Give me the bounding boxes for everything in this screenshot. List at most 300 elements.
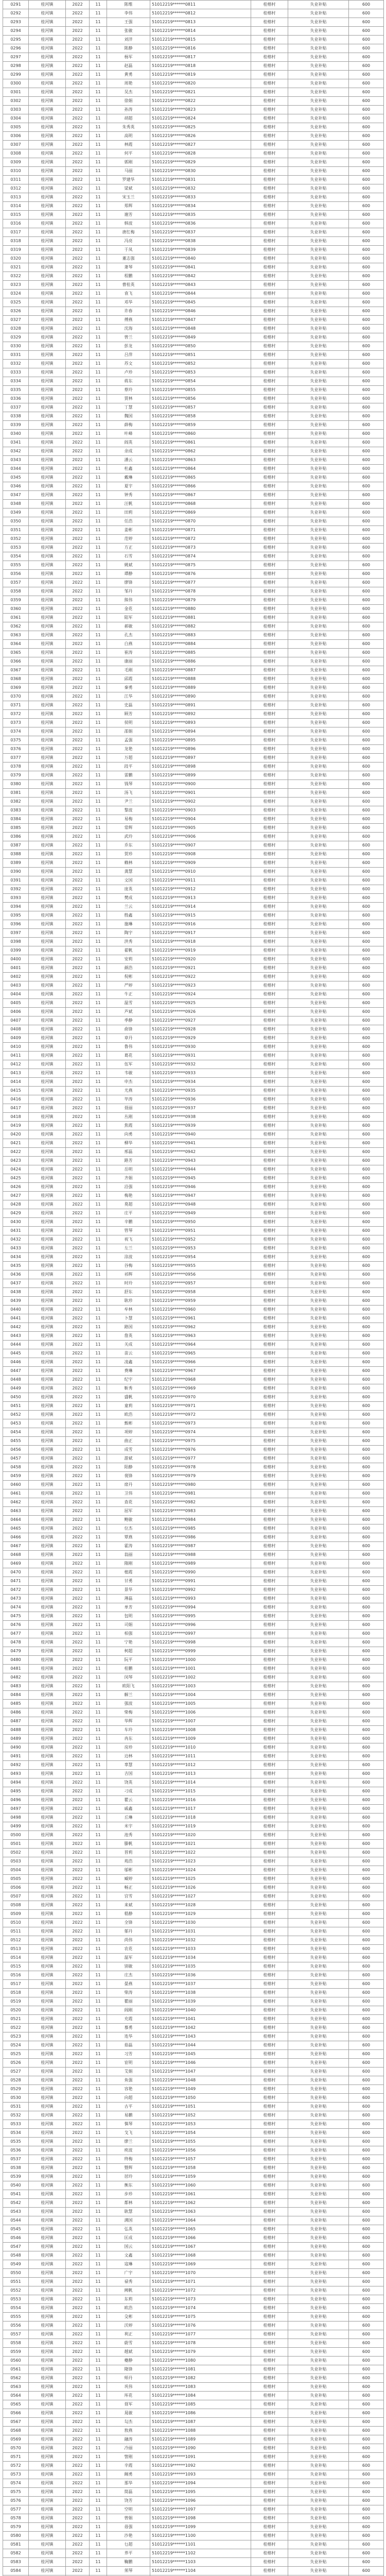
cell-year: 2022 bbox=[66, 2392, 90, 2400]
cell-amount: 600 bbox=[349, 114, 384, 123]
cell-year: 2022 bbox=[66, 123, 90, 132]
cell-year: 2022 bbox=[66, 167, 90, 176]
cell-seq: 0506 bbox=[3, 1884, 29, 1892]
cell-name: 赵磊 bbox=[107, 62, 150, 71]
cell-year: 2022 bbox=[66, 1008, 90, 1016]
cell-village: 桂榕村 bbox=[251, 2094, 288, 2103]
cell-town: 桂河镇 bbox=[29, 1542, 66, 1551]
cell-year: 2022 bbox=[66, 1122, 90, 1130]
cell-subsidy_item: 失业补贴 bbox=[288, 167, 349, 176]
cell-seq: 0301 bbox=[3, 88, 29, 97]
cell-name: 李伟 bbox=[107, 9, 150, 18]
cell-town: 桂河镇 bbox=[29, 1, 66, 9]
cell-name: 郁丹 bbox=[107, 1927, 150, 1936]
cell-name: 甄彬 bbox=[107, 1419, 150, 1428]
cell-id_number: 51012219******1063 bbox=[150, 2208, 251, 2216]
cell-amount: 600 bbox=[349, 1770, 384, 1778]
cell-amount: 600 bbox=[349, 570, 384, 579]
cell-name: 孔杰 bbox=[107, 631, 150, 640]
cell-subsidy_item: 失业补贴 bbox=[288, 290, 349, 298]
cell-year: 2022 bbox=[66, 1612, 90, 1621]
cell-seq: 0438 bbox=[3, 1288, 29, 1297]
cell-town: 桂河镇 bbox=[29, 1270, 66, 1279]
cell-seq: 0428 bbox=[3, 1200, 29, 1209]
cell-id_number: 51012219******0913 bbox=[150, 894, 251, 903]
cell-name: 杜鑫 bbox=[107, 465, 150, 473]
cell-village: 桂榕村 bbox=[251, 403, 288, 412]
cell-subsidy_item: 失业补贴 bbox=[288, 964, 349, 973]
cell-subsidy_item: 失业补贴 bbox=[288, 2339, 349, 2348]
cell-seq: 0527 bbox=[3, 2067, 29, 2076]
cell-town: 桂河镇 bbox=[29, 211, 66, 219]
cell-year: 2022 bbox=[66, 762, 90, 771]
cell-name: 纪宇 bbox=[107, 1376, 150, 1384]
cell-name: 来斌 bbox=[107, 1901, 150, 1910]
cell-name: 汤飞 bbox=[107, 789, 150, 798]
cell-amount: 600 bbox=[349, 2295, 384, 2304]
cell-id_number: 51012219******0874 bbox=[150, 552, 251, 561]
cell-year: 2022 bbox=[66, 237, 90, 246]
cell-seq: 0452 bbox=[3, 1411, 29, 1419]
cell-year: 2022 bbox=[66, 798, 90, 806]
cell-subsidy_item: 失业补贴 bbox=[288, 1700, 349, 1708]
cell-year: 2022 bbox=[66, 1577, 90, 1586]
cell-year: 2022 bbox=[66, 1866, 90, 1875]
cell-seq: 0442 bbox=[3, 1323, 29, 1332]
cell-month: 11 bbox=[90, 1472, 107, 1481]
cell-town: 桂河镇 bbox=[29, 2304, 66, 2313]
cell-month: 11 bbox=[90, 622, 107, 631]
cell-seq: 0331 bbox=[3, 351, 29, 360]
cell-town: 桂河镇 bbox=[29, 1524, 66, 1533]
cell-name: 单芳 bbox=[107, 1603, 150, 1612]
cell-town: 桂河镇 bbox=[29, 2400, 66, 2409]
cell-town: 桂河镇 bbox=[29, 1043, 66, 1052]
table-row bbox=[3, 1621, 384, 1630]
cell-name: 乔东 bbox=[107, 841, 150, 850]
cell-amount: 600 bbox=[349, 1621, 384, 1630]
cell-village: 桂榕村 bbox=[251, 1016, 288, 1025]
cell-month: 11 bbox=[90, 1621, 107, 1630]
cell-seq: 0390 bbox=[3, 868, 29, 876]
table-row bbox=[3, 1367, 384, 1376]
cell-seq: 0453 bbox=[3, 1419, 29, 1428]
cell-seq: 0371 bbox=[3, 701, 29, 710]
table-row bbox=[3, 158, 384, 167]
cell-town: 桂河镇 bbox=[29, 2444, 66, 2453]
cell-name: 辜慧 bbox=[107, 1761, 150, 1770]
cell-town: 桂河镇 bbox=[29, 1787, 66, 1796]
cell-year: 2022 bbox=[66, 517, 90, 526]
cell-amount: 600 bbox=[349, 62, 384, 71]
cell-amount: 600 bbox=[349, 1954, 384, 1962]
cell-id_number: 51012219******1010 bbox=[150, 1743, 251, 1752]
table-row bbox=[3, 1673, 384, 1682]
cell-town: 桂河镇 bbox=[29, 1691, 66, 1700]
cell-town: 桂河镇 bbox=[29, 1516, 66, 1524]
cell-year: 2022 bbox=[66, 509, 90, 517]
cell-village: 桂榕村 bbox=[251, 2146, 288, 2155]
cell-month: 11 bbox=[90, 1770, 107, 1778]
cell-name: 廖兰 bbox=[107, 2138, 150, 2146]
cell-year: 2022 bbox=[66, 1454, 90, 1463]
cell-subsidy_item: 失业补贴 bbox=[288, 1875, 349, 1884]
table-row bbox=[3, 701, 384, 710]
cell-subsidy_item: 失业补贴 bbox=[288, 1551, 349, 1560]
cell-village: 桂榕村 bbox=[251, 1376, 288, 1384]
cell-name: 隆锋 bbox=[107, 2365, 150, 2374]
cell-name: 易鹏 bbox=[107, 2111, 150, 2120]
cell-month: 11 bbox=[90, 2330, 107, 2339]
cell-id_number: 51012219******1082 bbox=[150, 2374, 251, 2383]
cell-year: 2022 bbox=[66, 561, 90, 570]
cell-amount: 600 bbox=[349, 2103, 384, 2111]
cell-id_number: 51012219******1094 bbox=[150, 2479, 251, 2488]
cell-name: 蔚雪 bbox=[107, 2339, 150, 2348]
cell-month: 11 bbox=[90, 2103, 107, 2111]
cell-month: 11 bbox=[90, 1227, 107, 1235]
cell-seq: 0347 bbox=[3, 491, 29, 500]
cell-amount: 600 bbox=[349, 1218, 384, 1227]
cell-month: 11 bbox=[90, 2339, 107, 2348]
table-row bbox=[3, 88, 384, 97]
cell-amount: 600 bbox=[349, 692, 384, 701]
cell-name: 晏燕 bbox=[107, 1980, 150, 1989]
cell-subsidy_item: 失业补贴 bbox=[288, 1209, 349, 1218]
cell-id_number: 51012219******0821 bbox=[150, 88, 251, 97]
cell-amount: 600 bbox=[349, 290, 384, 298]
cell-year: 2022 bbox=[66, 491, 90, 500]
cell-year: 2022 bbox=[66, 579, 90, 587]
cell-name: 连华 bbox=[107, 2032, 150, 2041]
cell-id_number: 51012219******1078 bbox=[150, 2339, 251, 2348]
cell-month: 11 bbox=[90, 1332, 107, 1341]
table-row bbox=[3, 736, 384, 745]
cell-name: 周艳 bbox=[107, 79, 150, 88]
cell-village: 桂榕村 bbox=[251, 2470, 288, 2479]
cell-subsidy_item: 失业补贴 bbox=[288, 2453, 349, 2462]
cell-subsidy_item: 失业补贴 bbox=[288, 1892, 349, 1901]
table-row bbox=[3, 859, 384, 868]
cell-id_number: 51012219******0856 bbox=[150, 395, 251, 403]
cell-id_number: 51012219******1029 bbox=[150, 1910, 251, 1919]
cell-seq: 0391 bbox=[3, 876, 29, 885]
cell-month: 11 bbox=[90, 2383, 107, 2392]
cell-seq: 0375 bbox=[3, 736, 29, 745]
cell-id_number: 51012219******1075 bbox=[150, 2313, 251, 2321]
cell-subsidy_item: 失业补贴 bbox=[288, 1927, 349, 1936]
cell-subsidy_item: 失业补贴 bbox=[288, 1586, 349, 1595]
cell-id_number: 51012219******1068 bbox=[150, 2251, 251, 2260]
cell-amount: 600 bbox=[349, 403, 384, 412]
cell-year: 2022 bbox=[66, 2181, 90, 2190]
table-row bbox=[3, 1866, 384, 1875]
cell-town: 桂河镇 bbox=[29, 2462, 66, 2470]
cell-name: 空明 bbox=[107, 2505, 150, 2514]
cell-subsidy_item: 失业补贴 bbox=[288, 1796, 349, 1805]
cell-id_number: 51012219******1042 bbox=[150, 2024, 251, 2032]
cell-subsidy_item: 失业补贴 bbox=[288, 1244, 349, 1253]
cell-id_number: 51012219******0882 bbox=[150, 622, 251, 631]
cell-village: 桂榕村 bbox=[251, 2295, 288, 2304]
cell-amount: 600 bbox=[349, 1122, 384, 1130]
cell-id_number: 51012219******0889 bbox=[150, 684, 251, 692]
cell-village: 桂榕村 bbox=[251, 1884, 288, 1892]
cell-id_number: 51012219******0910 bbox=[150, 868, 251, 876]
cell-subsidy_item: 失业补贴 bbox=[288, 684, 349, 692]
cell-name: 欧阳飞 bbox=[107, 1682, 150, 1691]
cell-id_number: 51012219******0851 bbox=[150, 351, 251, 360]
cell-name: 陆军 bbox=[107, 614, 150, 622]
cell-name: 韦敏 bbox=[107, 1069, 150, 1078]
cell-name: 王强 bbox=[107, 18, 150, 27]
cell-town: 桂河镇 bbox=[29, 1997, 66, 2006]
cell-name: 庾波 bbox=[107, 2146, 150, 2155]
cell-subsidy_item: 失业补贴 bbox=[288, 2462, 349, 2470]
table-row bbox=[3, 1700, 384, 1708]
cell-name: 边林 bbox=[107, 1752, 150, 1761]
cell-town: 桂河镇 bbox=[29, 526, 66, 535]
table-row bbox=[3, 1647, 384, 1656]
cell-village: 桂榕村 bbox=[251, 692, 288, 701]
cell-name: 充霞 bbox=[107, 2015, 150, 2024]
cell-seq: 0338 bbox=[3, 412, 29, 421]
cell-town: 桂河镇 bbox=[29, 377, 66, 386]
cell-year: 2022 bbox=[66, 1262, 90, 1270]
cell-name: 汪帆 bbox=[107, 500, 150, 509]
cell-seq: 0518 bbox=[3, 1989, 29, 1997]
table-row bbox=[3, 2462, 384, 2470]
cell-name: 祁辉 bbox=[107, 1270, 150, 1279]
cell-subsidy_item: 失业补贴 bbox=[288, 1025, 349, 1034]
cell-amount: 600 bbox=[349, 2050, 384, 2059]
table-row bbox=[3, 2514, 384, 2523]
cell-village: 桂榕村 bbox=[251, 929, 288, 938]
cell-amount: 600 bbox=[349, 438, 384, 447]
cell-name: 闵琴 bbox=[107, 1673, 150, 1682]
cell-name: 关成 bbox=[107, 1341, 150, 1349]
cell-name: 聂丽 bbox=[107, 1104, 150, 1113]
cell-amount: 600 bbox=[349, 473, 384, 482]
cell-village: 桂榕村 bbox=[251, 990, 288, 999]
cell-town: 桂河镇 bbox=[29, 2146, 66, 2155]
cell-town: 桂河镇 bbox=[29, 1060, 66, 1069]
cell-month: 11 bbox=[90, 97, 107, 106]
cell-amount: 600 bbox=[349, 1603, 384, 1612]
cell-name: 常辉 bbox=[107, 824, 150, 833]
cell-amount: 600 bbox=[349, 1113, 384, 1122]
cell-seq: 0402 bbox=[3, 973, 29, 981]
cell-village: 桂榕村 bbox=[251, 1393, 288, 1402]
table-row bbox=[3, 1393, 384, 1402]
cell-year: 2022 bbox=[66, 1726, 90, 1735]
cell-seq: 0361 bbox=[3, 614, 29, 622]
cell-seq: 0516 bbox=[3, 1971, 29, 1980]
cell-amount: 600 bbox=[349, 1936, 384, 1945]
cell-seq: 0357 bbox=[3, 579, 29, 587]
cell-amount: 600 bbox=[349, 2357, 384, 2365]
cell-town: 桂河镇 bbox=[29, 1814, 66, 1822]
cell-village: 桂榕村 bbox=[251, 342, 288, 351]
cell-village: 桂榕村 bbox=[251, 1533, 288, 1542]
cell-seq: 0437 bbox=[3, 1279, 29, 1288]
cell-year: 2022 bbox=[66, 552, 90, 561]
cell-village: 桂榕村 bbox=[251, 2558, 288, 2567]
cell-amount: 600 bbox=[349, 1454, 384, 1463]
cell-subsidy_item: 失业补贴 bbox=[288, 1726, 349, 1735]
cell-name: 黄勇 bbox=[107, 71, 150, 79]
cell-amount: 600 bbox=[349, 1095, 384, 1104]
cell-amount: 600 bbox=[349, 1183, 384, 1192]
cell-town: 桂河镇 bbox=[29, 1052, 66, 1060]
table-row bbox=[3, 1104, 384, 1113]
cell-subsidy_item: 失业补贴 bbox=[288, 1332, 349, 1341]
table-row bbox=[3, 2243, 384, 2251]
cell-month: 11 bbox=[90, 2181, 107, 2190]
cell-seq: 0388 bbox=[3, 850, 29, 859]
cell-name: 胡超 bbox=[107, 114, 150, 123]
cell-month: 11 bbox=[90, 727, 107, 736]
cell-id_number: 51012219******1100 bbox=[150, 2532, 251, 2540]
cell-name: 武玲 bbox=[107, 833, 150, 841]
cell-seq: 0296 bbox=[3, 44, 29, 53]
cell-subsidy_item: 失业补贴 bbox=[288, 1419, 349, 1428]
cell-village: 桂榕村 bbox=[251, 824, 288, 833]
cell-name: 彭龙 bbox=[107, 342, 150, 351]
cell-village: 桂榕村 bbox=[251, 377, 288, 386]
cell-subsidy_item: 失业补贴 bbox=[288, 2146, 349, 2155]
cell-id_number: 51012219******0842 bbox=[150, 272, 251, 281]
table-row bbox=[3, 342, 384, 351]
cell-id_number: 51012219******1081 bbox=[150, 2365, 251, 2374]
cell-town: 桂河镇 bbox=[29, 1139, 66, 1148]
cell-id_number: 51012219******0840 bbox=[150, 255, 251, 263]
cell-id_number: 51012219******0946 bbox=[150, 1183, 251, 1192]
cell-subsidy_item: 失业补贴 bbox=[288, 1235, 349, 1244]
cell-village: 桂榕村 bbox=[251, 1437, 288, 1446]
cell-village: 桂榕村 bbox=[251, 868, 288, 876]
table-row bbox=[3, 193, 384, 202]
cell-year: 2022 bbox=[66, 1840, 90, 1849]
cell-amount: 600 bbox=[349, 465, 384, 473]
cell-id_number: 51012219******0888 bbox=[150, 675, 251, 684]
cell-town: 桂河镇 bbox=[29, 1560, 66, 1568]
cell-seq: 0367 bbox=[3, 666, 29, 675]
cell-town: 桂河镇 bbox=[29, 106, 66, 114]
table-row bbox=[3, 903, 384, 911]
cell-village: 桂榕村 bbox=[251, 789, 288, 798]
cell-name: 冉东 bbox=[107, 1735, 150, 1743]
cell-subsidy_item: 失业补贴 bbox=[288, 1113, 349, 1122]
cell-seq: 0326 bbox=[3, 307, 29, 316]
cell-name: 畅正 bbox=[107, 1884, 150, 1892]
cell-village: 桂榕村 bbox=[251, 1227, 288, 1235]
cell-town: 桂河镇 bbox=[29, 53, 66, 62]
table-row bbox=[3, 403, 384, 412]
table-row bbox=[3, 1892, 384, 1901]
cell-year: 2022 bbox=[66, 841, 90, 850]
cell-amount: 600 bbox=[349, 561, 384, 570]
cell-amount: 600 bbox=[349, 1682, 384, 1691]
cell-id_number: 51012219******0963 bbox=[150, 1332, 251, 1341]
table-row bbox=[3, 2435, 384, 2444]
cell-name: 养平 bbox=[107, 2549, 150, 2558]
cell-name: 隋刚 bbox=[107, 1560, 150, 1568]
cell-village: 桂榕村 bbox=[251, 938, 288, 946]
cell-village: 桂榕村 bbox=[251, 2479, 288, 2488]
cell-name: 毕涛 bbox=[107, 1095, 150, 1104]
cell-year: 2022 bbox=[66, 2006, 90, 2015]
cell-village: 桂榕村 bbox=[251, 1428, 288, 1437]
cell-seq: 0464 bbox=[3, 1516, 29, 1524]
cell-month: 11 bbox=[90, 1244, 107, 1253]
table-row bbox=[3, 412, 384, 421]
cell-year: 2022 bbox=[66, 219, 90, 228]
table-row bbox=[3, 482, 384, 491]
cell-subsidy_item: 失业补贴 bbox=[288, 1533, 349, 1542]
cell-month: 11 bbox=[90, 1980, 107, 1989]
cell-name: 霍涛 bbox=[107, 1542, 150, 1551]
cell-seq: 0317 bbox=[3, 228, 29, 237]
cell-amount: 600 bbox=[349, 395, 384, 403]
cell-name: 须琴 bbox=[107, 2567, 150, 2575]
cell-month: 11 bbox=[90, 1586, 107, 1595]
cell-village: 桂榕村 bbox=[251, 1910, 288, 1919]
cell-village: 桂榕村 bbox=[251, 1656, 288, 1665]
cell-month: 11 bbox=[90, 1726, 107, 1735]
cell-town: 桂河镇 bbox=[29, 2549, 66, 2558]
cell-month: 11 bbox=[90, 1971, 107, 1980]
cell-month: 11 bbox=[90, 2365, 107, 2374]
cell-village: 桂榕村 bbox=[251, 2348, 288, 2357]
cell-amount: 600 bbox=[349, 964, 384, 973]
cell-id_number: 51012219******0937 bbox=[150, 1104, 251, 1113]
cell-year: 2022 bbox=[66, 1717, 90, 1726]
cell-name: 申杰 bbox=[107, 1078, 150, 1087]
cell-village: 桂榕村 bbox=[251, 2234, 288, 2243]
cell-name: 苏文 bbox=[107, 360, 150, 368]
cell-month: 11 bbox=[90, 1323, 107, 1332]
cell-seq: 0435 bbox=[3, 1262, 29, 1270]
cell-village: 桂榕村 bbox=[251, 1516, 288, 1524]
cell-year: 2022 bbox=[66, 1770, 90, 1778]
cell-village: 桂榕村 bbox=[251, 981, 288, 990]
cell-year: 2022 bbox=[66, 1673, 90, 1682]
cell-village: 桂榕村 bbox=[251, 526, 288, 535]
cell-subsidy_item: 失业补贴 bbox=[288, 587, 349, 596]
cell-name: 刁成 bbox=[107, 1787, 150, 1796]
table-row bbox=[3, 973, 384, 981]
cell-seq: 0366 bbox=[3, 657, 29, 666]
cell-amount: 600 bbox=[349, 18, 384, 27]
cell-month: 11 bbox=[90, 1542, 107, 1551]
cell-amount: 600 bbox=[349, 2321, 384, 2330]
table-row bbox=[3, 1516, 384, 1524]
cell-subsidy_item: 失业补贴 bbox=[288, 579, 349, 587]
cell-town: 桂河镇 bbox=[29, 2540, 66, 2549]
table-row bbox=[3, 1078, 384, 1087]
cell-amount: 600 bbox=[349, 938, 384, 946]
cell-id_number: 51012219******0917 bbox=[150, 929, 251, 938]
cell-id_number: 51012219******1011 bbox=[150, 1752, 251, 1761]
cell-month: 11 bbox=[90, 780, 107, 789]
cell-seq: 0418 bbox=[3, 1113, 29, 1122]
cell-amount: 600 bbox=[349, 2286, 384, 2295]
cell-village: 桂榕村 bbox=[251, 2286, 288, 2295]
cell-id_number: 51012219******1080 bbox=[150, 2357, 251, 2365]
cell-year: 2022 bbox=[66, 1691, 90, 1700]
cell-seq: 0456 bbox=[3, 1446, 29, 1454]
